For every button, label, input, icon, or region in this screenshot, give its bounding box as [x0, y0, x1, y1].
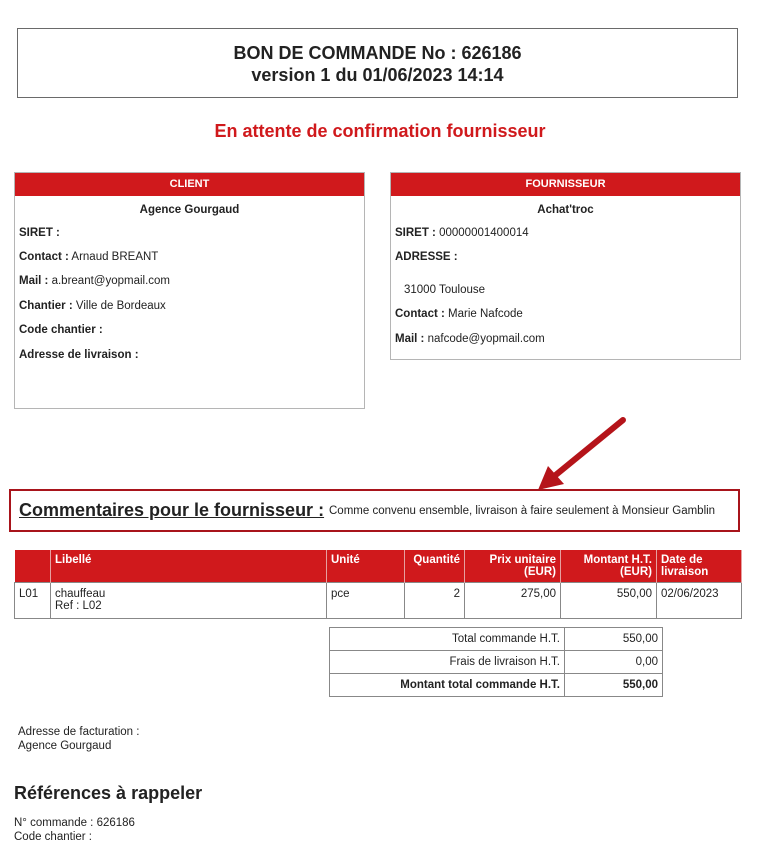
supplier-siret-label: SIRET :	[395, 227, 436, 239]
header-date-l2: livraison	[661, 566, 709, 578]
row-quantite: 2	[405, 583, 465, 619]
supplier-adresse	[395, 251, 458, 263]
header-date-l1: Date de	[661, 554, 703, 566]
table-row	[15, 583, 742, 619]
montant-total-label: Montant total commande H.T.	[330, 674, 565, 697]
total-ht-label: Total commande H.T.	[330, 628, 565, 651]
row-libelle	[51, 583, 327, 619]
references-list	[14, 816, 135, 844]
frais-row	[330, 651, 663, 674]
supplier-contact	[395, 308, 523, 320]
client-contact-label: Contact :	[19, 251, 69, 263]
client-chantier-label: Chantier :	[19, 300, 73, 312]
client-siret-label: SIRET :	[19, 227, 60, 239]
comments-text: Comme convenu ensemble, livraison à faire seulement à Monsieur Gamblin	[329, 505, 716, 517]
supplier-address-city: 31000 Toulouse	[404, 284, 485, 296]
supplier-siret	[395, 227, 529, 239]
total-ht-row	[330, 628, 663, 651]
supplier-mail	[395, 333, 545, 345]
frais-value: 0,00	[565, 651, 663, 674]
row-prix: 275,00	[465, 583, 561, 619]
billing-address-value: Agence Gourgaud	[18, 740, 112, 752]
supplier-contact-label: Contact :	[395, 308, 445, 320]
header-montant-l1: Montant H.T.	[583, 554, 652, 566]
header-code	[15, 550, 51, 583]
client-code-chantier	[19, 324, 103, 336]
frais-label: Frais de livraison H.T.	[330, 651, 565, 674]
client-heading: CLIENT	[15, 173, 364, 196]
header-montant-l2: (EUR)	[620, 566, 652, 578]
row-unite: pce	[327, 583, 405, 619]
client-contact-value: Arnaud BREANT	[71, 251, 159, 263]
document-version: version 1 du 01/06/2023 14:14	[251, 65, 504, 85]
billing-address	[18, 725, 139, 753]
annotation-arrow-icon	[520, 410, 640, 500]
client-mail-label: Mail :	[19, 275, 49, 287]
supplier-box	[390, 172, 741, 360]
references-commande: N° commande : 626186	[14, 817, 135, 829]
references-code-chantier: Code chantier :	[14, 831, 92, 843]
billing-address-label: Adresse de facturation :	[18, 726, 140, 738]
references-title: Références à rappeler	[14, 783, 203, 803]
supplier-adresse-label: ADRESSE :	[395, 251, 458, 263]
comments-title: Commentaires pour le fournisseur :	[19, 500, 325, 520]
client-adresse-livraison	[19, 349, 139, 361]
row-montant: 550,00	[561, 583, 657, 619]
supplier-heading: FOURNISSEUR	[391, 173, 740, 196]
row-date: 02/06/2023	[657, 583, 742, 619]
header-quantite: Quantité	[405, 550, 465, 583]
items-table-header	[15, 550, 742, 583]
supplier-mail-value: nafcode@yopmail.com	[427, 333, 545, 345]
supplier-mail-label: Mail :	[395, 333, 425, 345]
supplier-name: Achat'troc	[537, 204, 594, 216]
order-status: En attente de confirmation fournisseur	[214, 121, 546, 141]
montant-total-value: 550,00	[565, 674, 663, 697]
header-prix-unitaire-l1: Prix unitaire	[489, 554, 556, 566]
header-libelle: Libellé	[51, 550, 327, 583]
header-date	[657, 550, 742, 583]
client-chantier-value: Ville de Bordeaux	[75, 300, 166, 312]
row-libelle-ref: Ref : L02	[55, 600, 102, 612]
row-libelle-name: chauffeau	[55, 588, 106, 600]
client-contact	[19, 251, 158, 263]
header-montant	[561, 550, 657, 583]
items-table	[14, 550, 742, 619]
header-prix-unitaire-l2: (EUR)	[524, 566, 556, 578]
document-title-box	[17, 28, 738, 98]
client-mail-value: a.breant@yopmail.com	[51, 275, 171, 287]
client-adresse-livraison-label: Adresse de livraison :	[19, 349, 139, 361]
montant-total-row	[330, 674, 663, 697]
total-ht-value: 550,00	[565, 628, 663, 651]
client-code-chantier-label: Code chantier :	[19, 324, 103, 336]
supplier-comments-box	[9, 489, 740, 532]
row-code: L01	[15, 583, 51, 619]
supplier-contact-value: Marie Nafcode	[448, 308, 523, 320]
document-title: BON DE COMMANDE No : 626186	[233, 43, 522, 63]
client-chantier	[19, 300, 166, 312]
client-box	[14, 172, 365, 409]
client-mail	[19, 275, 170, 287]
supplier-siret-value: 00000001400014	[439, 227, 529, 239]
client-siret	[19, 227, 60, 239]
totals-table	[329, 627, 663, 697]
header-prix-unitaire	[465, 550, 561, 583]
client-name: Agence Gourgaud	[139, 204, 240, 216]
header-unite: Unité	[327, 550, 405, 583]
